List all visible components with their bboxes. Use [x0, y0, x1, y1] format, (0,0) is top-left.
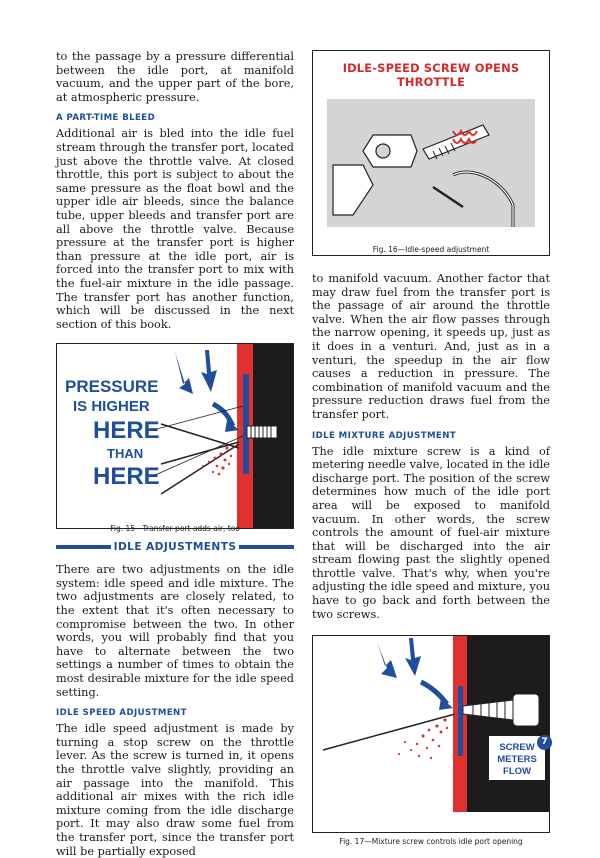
fig17-label-screw: SCREW — [499, 742, 535, 754]
fig15-label-here-1: HERE — [93, 417, 160, 445]
idle-mixture-adjustment-heading: IDLE MIXTURE ADJUSTMENT — [312, 430, 457, 441]
page-number: 7 — [537, 735, 552, 750]
part-time-bleed-heading: A PART-TIME BLEED — [56, 113, 156, 124]
figure-17-illustration — [312, 635, 550, 833]
idle-adjustments-heading — [56, 541, 294, 553]
idle-speed-adjustment-heading: IDLE SPEED ADJUSTMENT — [56, 708, 187, 719]
heading-rule-right — [239, 545, 294, 549]
part-time-bleed-paragraph: Additional air is bled into the idle fuel stream through the transfer port, located just above the throttle valve. At closed throttle, this port is subject to about the same pressure as the float bowl and the upper idle air bleeds, since the balance tube, upper bleeds and transfer port are all above the throttle valve. Because pressure at the transfer port is higher than pressure at the idle port, air is forced into the transfer port to mix with the fuel-air mixture in the idle passage. The transfer port has another function, which will be discussed in the next section of this book. — [56, 127, 294, 331]
left-column — [56, 50, 294, 858]
figure-15-caption: Fig. 15—Transfer port adds air, too — [110, 524, 240, 534]
intro-paragraph: to the passage by a pressure differential between the idle port, at manifold vacuum, and the upper part of the bore, at atmospheric pressure. — [56, 50, 294, 104]
figure-15-illustration — [56, 343, 294, 534]
idle-mixture-adjustment-paragraph: The idle mixture screw is a kind of metering needle valve, located in the idle discharge port. The position of the screw determines how much of the idle port area will be exposed to manifold vacuum. In other words, the screw controls the amount of fuel-air mixture that will be discharged into the air stream flowing past the slightly opened throttle valve. That's why, when you're adjusting the idle speed and mixture, you have to go back and forth between the two screws. — [312, 444, 550, 621]
figure-16-caption: Fig. 16—Idle-speed adjustment — [372, 245, 490, 254]
fig17-label-flow: FLOW — [503, 766, 531, 778]
fig15-label-here-2: HERE — [93, 463, 160, 491]
continuation-paragraph: to manifold vacuum. Another factor that may draw fuel from the transfer port is the passage of air around the throttle valve. When the air flow passes through the narrow opening, it speeds up, just as it does in a venturi. And, just as in a venturi, the speedup in the air flow causes a reduction in pressure. The combination of manifold vacuum and the pressure reduction draws fuel from the transfer port. — [312, 272, 550, 421]
figure-17-caption: Fig. 17—Mixture screw controls idle port opening — [339, 837, 523, 847]
figure-16-illustration — [312, 50, 550, 256]
idle-adjustments-paragraph: There are two adjustments on the idle system: idle speed and idle mixture. The two adjustments are closely related, to the extent that it's often necessary to compromise between the two. In other words, you will probably find that you have to alternate between the two settings a number of times to obtain the most desirable mixture for the idle speed setting. — [56, 563, 294, 699]
fig15-label-pressure: PRESSURE — [65, 377, 159, 397]
fig15-label-than: THAN — [107, 446, 144, 462]
figure-16-title: IDLE-SPEED SCREW OPENS THROTTLE — [342, 61, 520, 89]
idle-speed-adjustment-paragraph: The idle speed adjustment is made by turning a stop screw on the throttle lever. As the screw is turned in, it opens the throttle valve slightly, providing an air passage into the manifold. This additional air mixes with the rich idle mixture coming from the idle discharge port. It may also draw some fuel from the transfer port, since the transfer port will be partially exposed — [56, 722, 294, 858]
fig17-label-meters: METERS — [497, 754, 537, 766]
idle-adjustments-title: IDLE ADJUSTMENTS — [113, 541, 237, 554]
heading-rule-left — [56, 545, 111, 549]
fig15-label-is-higher: IS HIGHER — [73, 398, 150, 416]
right-column — [312, 50, 550, 846]
